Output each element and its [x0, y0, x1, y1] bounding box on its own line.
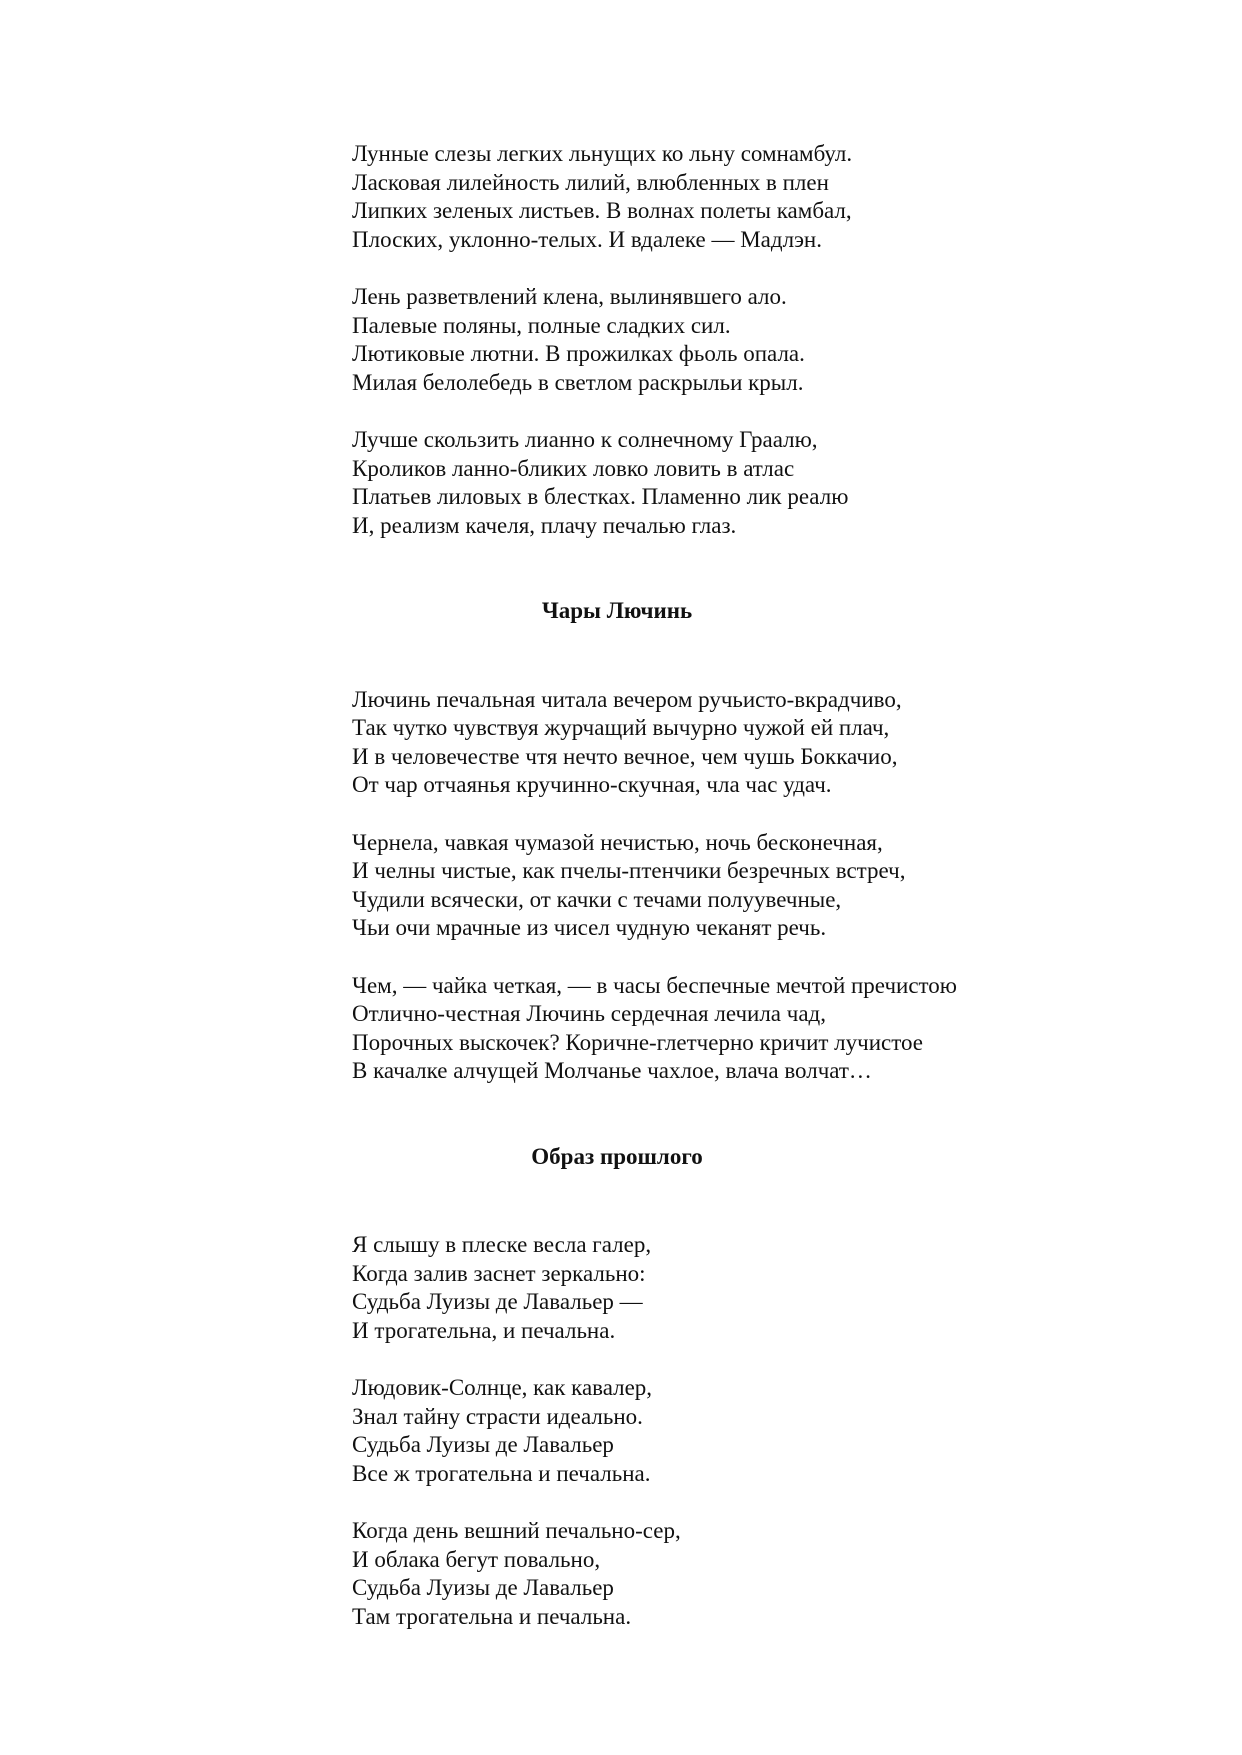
- stanza: [352, 1374, 1112, 1488]
- poem-line: Лунные слезы легких льнущих ко льну сомнамбул.: [352, 141, 853, 166]
- poem-line: Судьба Луизы де Лавальер: [352, 1575, 614, 1600]
- poem-3: [352, 1143, 1112, 1632]
- poem-line: И, реализм качеля, плачу печалью глаз.: [352, 512, 737, 538]
- poem-line: Лень разветвлений клена, вылинявшего ало.: [352, 284, 787, 309]
- stanza: [352, 829, 1112, 943]
- poem-line: Порочных выскочек? Коричне-глетчерно кричит лучистое: [352, 1029, 923, 1055]
- poem-line: Платьев лиловых в блестках. Пламенно лик реалю: [352, 484, 849, 509]
- poem-line: Кроликов ланно-бликих ловко ловить в атлас: [352, 455, 795, 481]
- stanza: [352, 1231, 1112, 1345]
- poem-line: Лючинь печальная читала вечером ручьисто-вкрадчиво,: [352, 686, 902, 712]
- poem-line: Знал тайну страсти идеально.: [352, 1403, 643, 1429]
- poem-line: В качалке алчущей Молчанье чахлое, влача волчат…: [352, 1058, 872, 1083]
- poem-line: Судьба Луизы де Лавальер —: [352, 1289, 643, 1314]
- poem-line: Отлично-честная Лючинь сердечная лечила чад,: [352, 1001, 826, 1026]
- poem-2: [352, 597, 1112, 1086]
- poem-line: Лучше скользить лианно к солнечному Граалю,: [352, 427, 818, 452]
- poem-line: И в человечестве чтя нечто вечное, чем чушь Боккачио,: [352, 743, 898, 769]
- poem-line: Когда залив заснет зеркально:: [352, 1260, 646, 1286]
- poem-line: Плоских, уклонно-телых. И вдалеке — Мадлэн.: [352, 226, 822, 252]
- poem-line: Когда день вешний печально-сер,: [352, 1518, 681, 1543]
- stanza: [352, 972, 1112, 1086]
- poem-line: Судьба Луизы де Лавальер: [352, 1432, 614, 1457]
- poem-title: Чары Лючинь: [541, 598, 693, 623]
- stanza: [352, 686, 1112, 800]
- poem-line: Лютиковые лютни. В прожилках фьоль опала.: [352, 341, 805, 366]
- poem-line: Чернела, чавкая чумазой нечистью, ночь бесконечная,: [352, 829, 883, 855]
- poem-line: Ласковая лилейность лилий, влюбленных в плен: [352, 169, 829, 195]
- stanza: [352, 426, 1112, 540]
- poem-line: Липких зеленых листьев. В волнах полеты камбал,: [352, 198, 852, 223]
- poem-line: И облака бегут повально,: [352, 1546, 601, 1572]
- poem-1: [352, 140, 1112, 540]
- poem-line: Чем, — чайка четкая, — в часы беспечные мечтой пречистою: [352, 972, 957, 998]
- poem-line: Я слышу в плеске весла галер,: [352, 1232, 652, 1257]
- poem-line: И челны чистые, как пчелы-птенчики безречных встреч,: [352, 858, 906, 883]
- poem-line: Так чутко чувствуя журчащий вычурно чужой ей плач,: [352, 715, 890, 740]
- poem-line: Все ж трогательна и печальна.: [352, 1460, 651, 1486]
- stanza: [352, 1517, 1112, 1631]
- poem-line: Там трогательна и печальна.: [352, 1603, 632, 1629]
- poem-title: Образ прошлого: [531, 1143, 703, 1169]
- stanza: [352, 140, 1112, 254]
- poem-line: Чьи очи мрачные из чисел чудную чеканят речь.: [352, 915, 827, 940]
- poem-line: Палевые поляны, полные сладких сил.: [352, 312, 731, 338]
- poem-line: Милая белолебедь в светлом раскрыльи крыл.: [352, 369, 804, 395]
- poem-line: От чар отчаянья кручинно-скучная, чла час удач.: [352, 772, 832, 797]
- poem-line: Чудили всячески, от качки с течами полуувечные,: [352, 886, 842, 912]
- poem-line: Людовик-Солнце, как кавалер,: [352, 1375, 653, 1400]
- stanza: [352, 283, 1112, 397]
- poem-line: И трогательна, и печальна.: [352, 1317, 616, 1343]
- document-body: [352, 140, 1112, 1631]
